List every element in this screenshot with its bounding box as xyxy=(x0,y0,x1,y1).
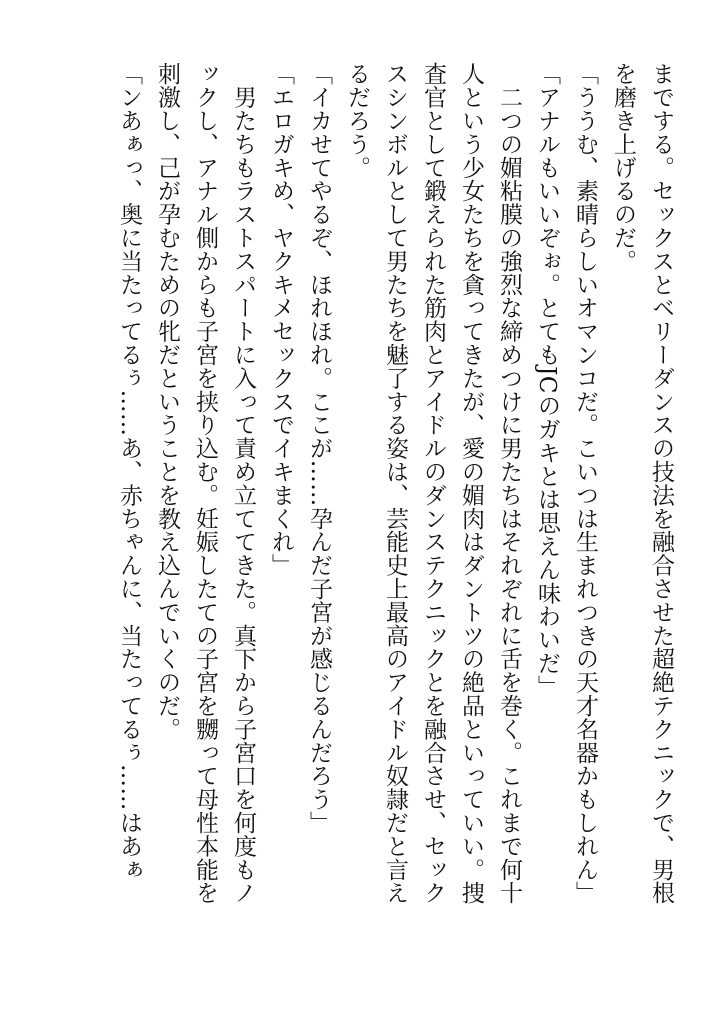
text-line-15: 「ンあぁっ、奥に当たってるぅ……あ、赤ちゃんに、当たってるぅ……はあぁ xyxy=(116,62,142,881)
text-line-13: ックし、アナル側からも子宮を挟り込む。妊娠したての子宮を嬲って母性本能を xyxy=(192,62,218,905)
text-line-9: るだろう。 xyxy=(344,62,370,179)
text-line-5: 二つの媚粘膜の強烈な締めつけに男たちはそれぞれに舌を巻く。これまで何十 xyxy=(496,62,522,905)
text-line-3: 「ううむ、素晴らしいオマンコだ。こいつは生まれつきの天才名器かもしれん」 xyxy=(572,62,598,905)
text-line-6: 人という少女たちを貪ってきたが、愛の媚肉はダントツの絶品といっていい。捜 xyxy=(458,62,484,905)
text-line-4: 「アナルもいいぞぉ。とてもJCのガキとは思えん味わいだ」 xyxy=(534,62,560,699)
text-line-10: 「イカせてやるぞ、ほれほれ。ここが……孕んだ子宮が感じるんだろう」 xyxy=(306,62,332,835)
text-line-14: 刺激し、己が孕むための牝だということを教え込んでいくのだ。 xyxy=(154,62,180,741)
text-line-1: までする。セックスとベリーダンスの技法を融合させた超絶テクニックで、男根 xyxy=(648,62,674,905)
text-line-2: を磨き上げるのだ。 xyxy=(610,62,636,273)
text-line-12: 男たちもラストスパートに入って責め立ててきた。真下から子宮口を何度もノ xyxy=(230,62,256,905)
text-line-8: スシンボルとして男たちを魅了する姿は、芸能史上最高のアイドル奴隷だと言え xyxy=(382,62,408,905)
text-line-11: 「エロガキめ、ヤクキメセックスでイキまくれ」 xyxy=(268,62,294,577)
vertical-text-body xyxy=(110,62,680,967)
text-line-7: 査官として鍛えられた筋肉とアイドルのダンステクニックとを融合させ、セック xyxy=(420,62,446,905)
